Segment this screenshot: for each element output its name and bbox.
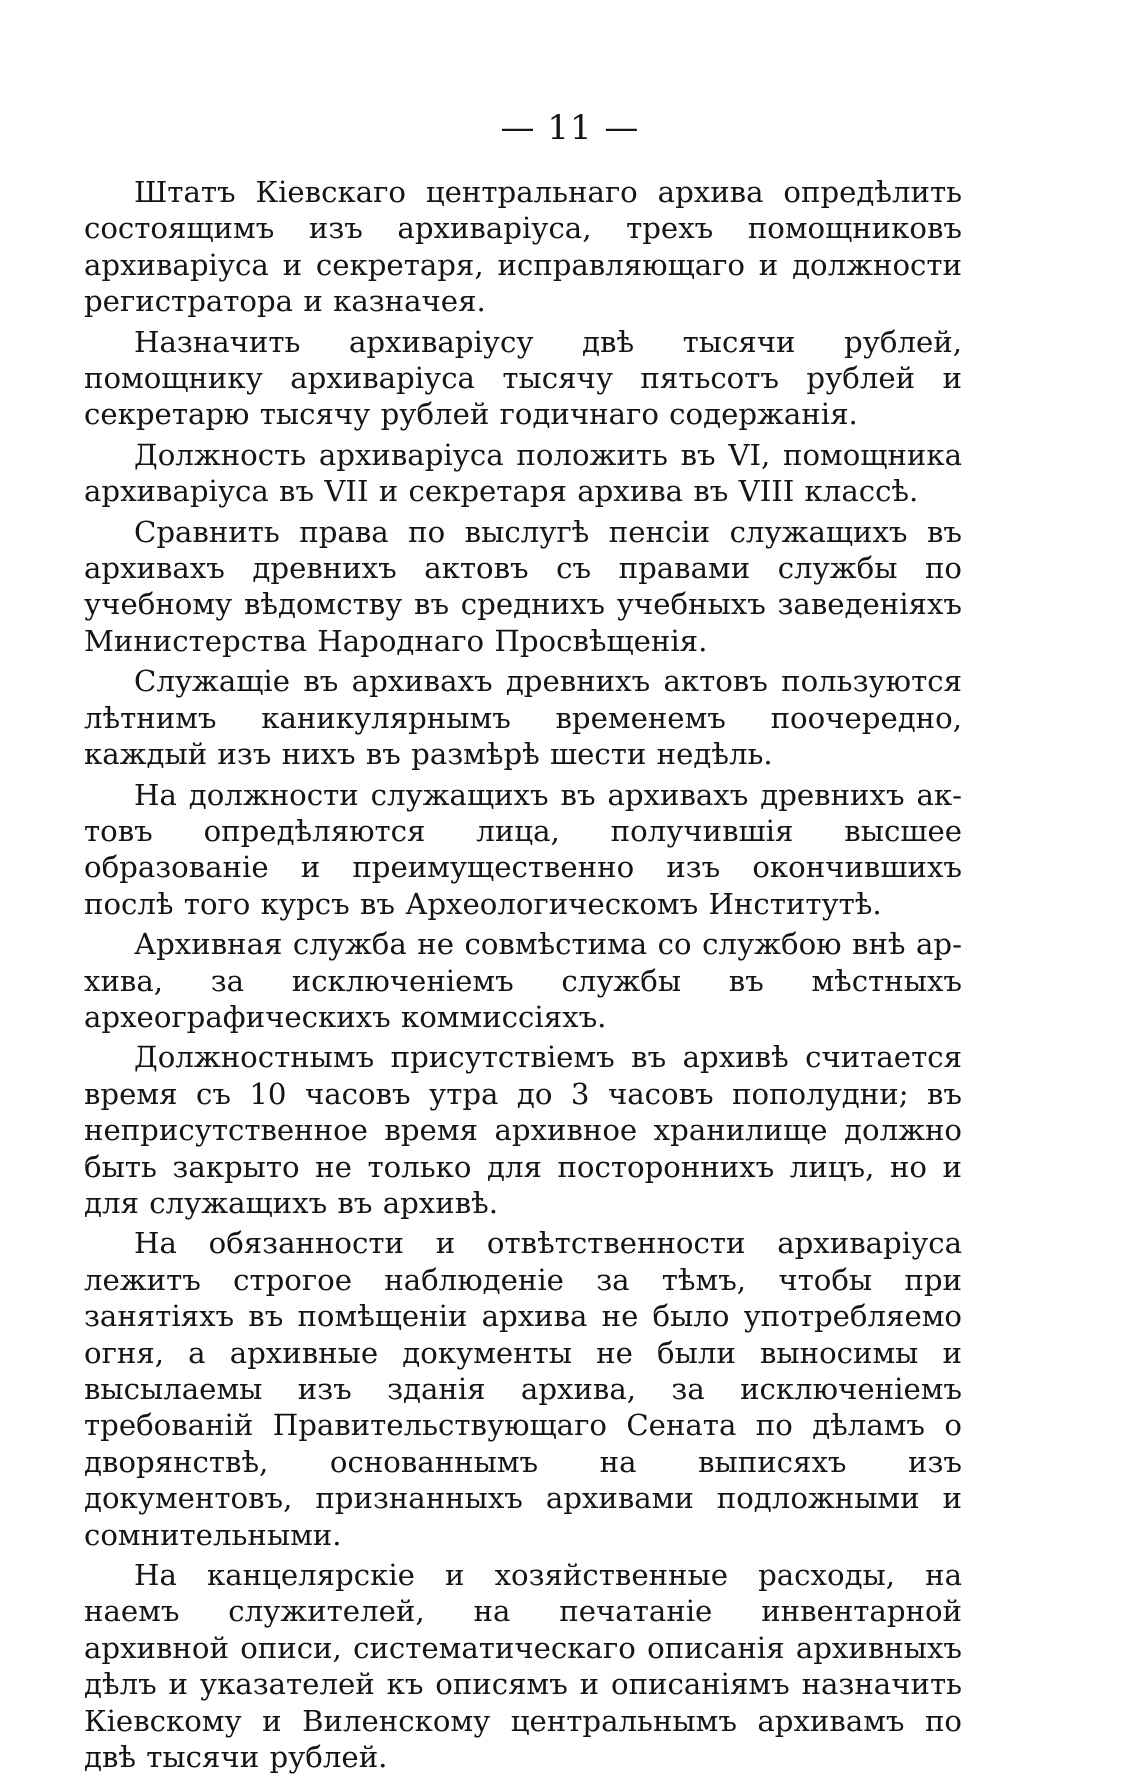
paragraph-expenses: На канцелярскіе и хозяйственные расходы, на наемъ служителей, на печатаніе инвентарной архивной описи, систематическаго описанія архивныхъ дѣлъ и указателей къ описямъ и описаніямъ назначить Кіевскому и Виленскому центральнымъ архивамъ по двѣ тысячи рублей. — [84, 1558, 962, 1775]
paragraph-salaries: Назначить архиваріусу двѣ тысячи рублей, помощнику архиваріуса тысячу пятьсотъ рублей и секретарю тысячу рублей годичнаго содержанія. — [84, 324, 962, 432]
page-number: — 11 — — [500, 108, 640, 148]
paragraph-responsibilities: На обязанности и отвѣтственности архиваріуса лежитъ строгое наблюденіе за тѣмъ, чтобы при занятіяхъ въ помѣщеніи архива не было употребляемо огня, а архивные документы не были выносимы и высылаемы изъ зданія архива, за исключеніемъ требованій Правительствующаго Сената по дѣламъ о дворянствѣ, основаннымъ на выписяхъ изъ документовъ, признанныхъ архивами подложными и сомнительными. — [84, 1226, 962, 1552]
paragraph-appointment: На должности служащихъ въ архивахъ древнихъ актовъ опредѣляются лица, получившія высшее образованіе и преимущественно изъ окончившихъ послѣ того курсъ въ Археологическомъ Институтѣ. — [84, 777, 962, 921]
paragraph-pension: Сравнить права по выслугѣ пенсіи служащихъ въ архивахъ древнихъ актовъ съ правами службы по учебному вѣдомству въ среднихъ учебныхъ заведеніяхъ Министерства Народнаго Просвѣщенія. — [84, 514, 962, 658]
paragraph-ranks: Должность архиваріуса положить въ VI, помощника архиваріуса въ VII и секретаря архива въ VIII классѣ. — [84, 437, 962, 509]
paragraph-service-compatibility: Архивная служба не совмѣстима со службою внѣ архива, за исключеніемъ службы въ мѣстныхъ археографическихъ коммиссіяхъ. — [84, 927, 962, 1034]
paragraph-working-hours: Должностнымъ присутствіемъ въ архивѣ считается время съ 10 часовъ утра до 3 часовъ пополудни; въ неприсутственное время архивное хранилище должно быть закрыто не только для постороннихъ лицъ, но и для служащихъ въ архивѣ. — [84, 1040, 962, 1220]
paragraph-vacation: Служащіе въ архивахъ древнихъ актовъ пользуются лѣтнимъ каникулярнымъ временемъ поочередно, каждый изъ нихъ въ размѣрѣ шести недѣль. — [84, 664, 962, 772]
paragraph-staff: Штатъ Кіевскаго центральнаго архива опредѣлить состоящимъ изъ архиваріуса, трехъ помощниковъ архиваріуса и секретаря, исправляющаго и должности регистратора и казначея. — [84, 175, 962, 319]
document-body — [84, 174, 962, 1779]
